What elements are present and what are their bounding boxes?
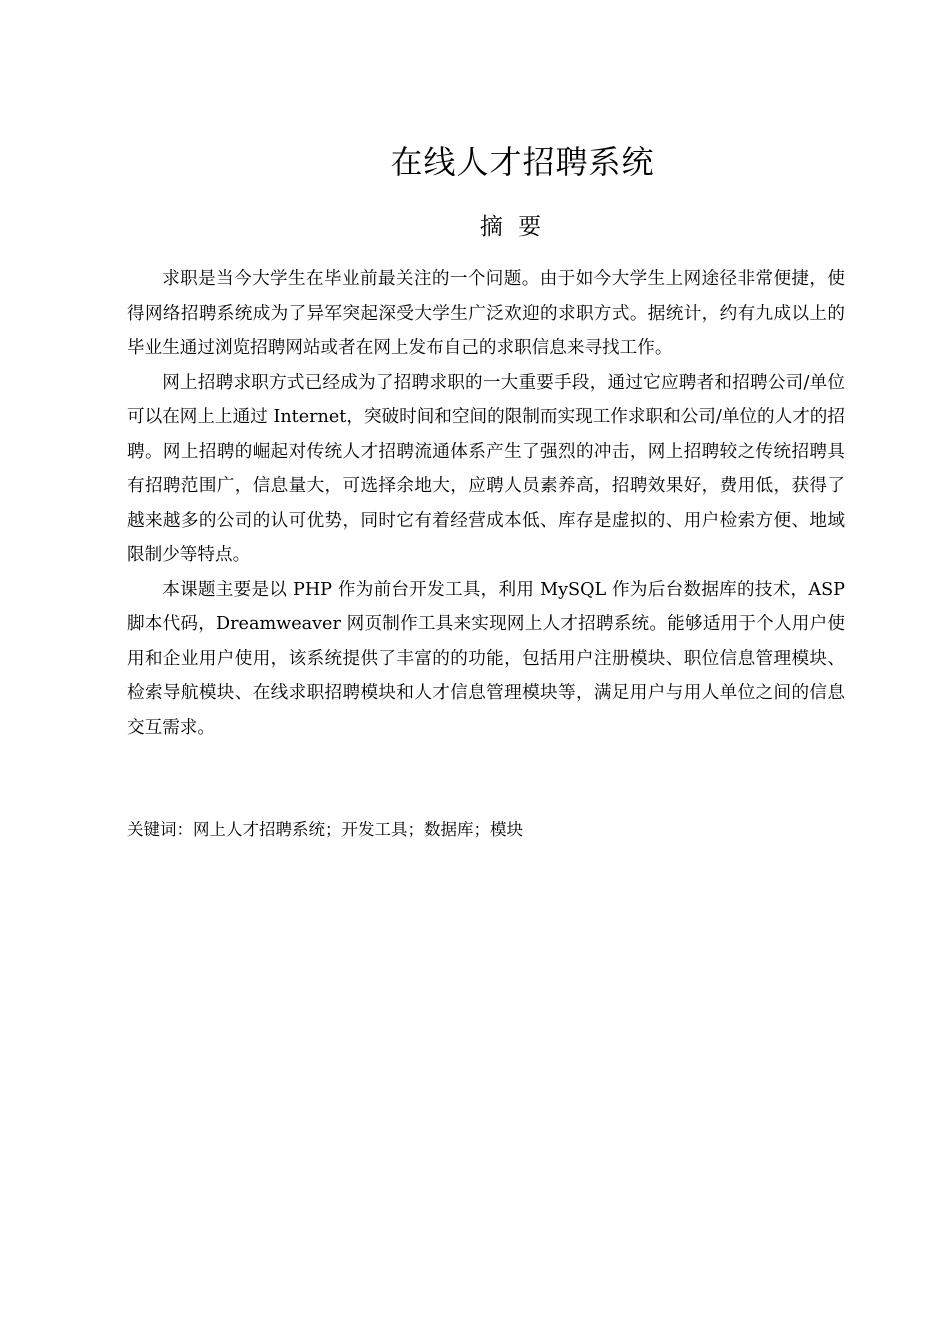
abstract-paragraph-1: 求职是当今大学生在毕业前最关注的一个问题。由于如今大学生上网途径非常便捷，使得网络招聘系统成为了异军突起深受大学生广泛欢迎的求职方式。据统计，约有九成以上的毕业生通过浏览招聘网站或者在网上发布自己的求职信息来寻找工作。 (127, 269, 845, 358)
abstract-paragraph-2: 网上招聘求职方式已经成为了招聘求职的一大重要手段，通过它应聘者和招聘公司/单位可以在网上上通过 Internet，突破时间和空间的限制而实现工作求职和公司/单位的人才的招聘。网上招聘的崛起对传统人才招聘流通体系产生了强烈的冲击，网上招聘较之传统招聘具有招聘范围广，信息量大，可选择余地大，应聘人员素养高，招聘效果好，费用低，获得了越来越多的公司的认可优势，同时它有着经营成本低、库存是虚拟的、用户检索方便、地域限制少等特点。 (127, 372, 845, 565)
abstract-body (127, 262, 845, 745)
keywords-line: 关键词：网上人才招聘系统；开发工具；数据库；模块 (127, 820, 523, 839)
abstract-paragraph-3: 本课题主要是以 PHP 作为前台开发工具，利用 MySQL 作为后台数据库的技术，ASP 脚本代码，Dreamweaver 网页制作工具来实现网上人才招聘系统。能够适用于个人用户使用和企业用户使用，该系统提供了丰富的的功能，包括用户注册模块、职位信息管理模块、检索导航模块、在线求职招聘模块和人才信息管理模块等，满足用户与用人单位之间的信息交互需求。 (127, 579, 845, 738)
abstract-heading: 摘 要 (479, 214, 546, 240)
document-title: 在线人才招聘系统 (390, 143, 655, 181)
